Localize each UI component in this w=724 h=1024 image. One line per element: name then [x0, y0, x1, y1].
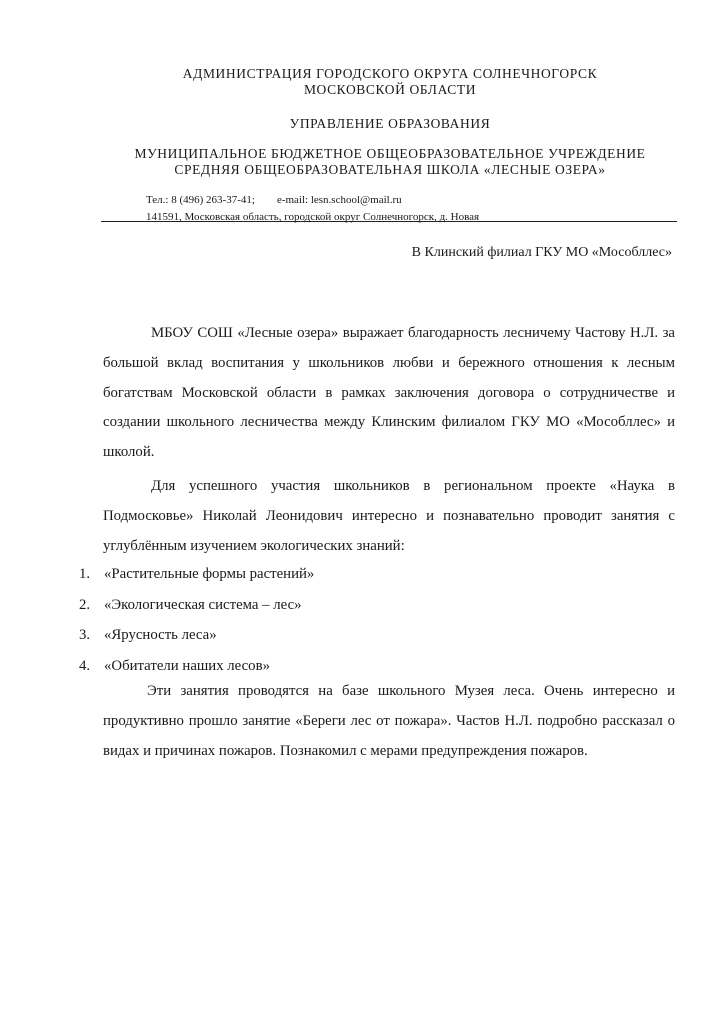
- paragraph-project: Для успешного участия школьников в региональном проекте «Наука в Подмосковье» Николай Леонидович интересно и познавательно проводит занятия с углублённым изучением экологических знаний:: [103, 478, 675, 554]
- phone-text: Тел.: 8 (496) 263-37-41;: [146, 194, 255, 206]
- list-item-text: «Ярусность леса»: [104, 627, 217, 643]
- list-item-number: 2.: [79, 596, 91, 613]
- letterhead-institution: [100, 146, 680, 178]
- letterhead-administration: [100, 66, 680, 98]
- list-item-text: «Экологическая система – лес»: [104, 596, 302, 613]
- admin-line-2: МОСКОВСКОЙ ОБЛАСТИ: [303, 82, 477, 97]
- letterhead-department: УПРАВЛЕНИЕ ОБРАЗОВАНИЯ: [289, 116, 491, 131]
- address-text: 141591, Московская область, городской округ Солнечногорск, д. Новая: [146, 211, 480, 223]
- list-item-number: 1.: [79, 566, 91, 582]
- institution-line-1: МУНИЦИПАЛЬНОЕ БЮДЖЕТНОЕ ОБЩЕОБРАЗОВАТЕЛЬНОЕ УЧРЕЖДЕНИЕ: [134, 146, 646, 161]
- email-text: e-mail: lesn.school@mail.ru: [276, 194, 402, 206]
- contacts-row: [146, 192, 479, 209]
- list-item-number: 4.: [79, 657, 91, 674]
- letterhead-divider: [101, 221, 677, 222]
- institution-line-2: СРЕДНЯЯ ОБЩЕОБРАЗОВАТЕЛЬНАЯ ШКОЛА «ЛЕСНЫЕ ОЗЕРА»: [174, 162, 606, 177]
- paragraph-gratitude: МБОУ СОШ «Лесные озера» выражает благодарность лесничему Частову Н.Л. за большой вклад воспитания у школьников любви и бережного отношения к лесным богатствам Московской области в рамках заключения договора о сотрудничестве и создании школьного лесничества между Клинским филиалом ГКУ МО «Мособллес» и школой.: [103, 325, 675, 461]
- list-item-number: 3.: [79, 627, 91, 643]
- paragraph-museum-lesson: Эти занятия проводятся на базе школьного Музея леса. Очень интересно и продуктивно прошло занятие «Береги лес от пожара». Частов Н.Л. подробно рассказал о видах и причинах пожаров. Познакомил с мерами предупреждения пожаров.: [103, 683, 675, 759]
- addressee: В Клинский филиал ГКУ МО «Мособллес»: [411, 245, 672, 260]
- list-item-text: «Растительные формы растений»: [104, 566, 315, 582]
- admin-line-1: АДМИНИСТРАЦИЯ ГОРОДСКОГО ОКРУГА СОЛНЕЧНОГОРСК: [182, 66, 598, 81]
- list-item-text: «Обитатели наших лесов»: [104, 657, 270, 674]
